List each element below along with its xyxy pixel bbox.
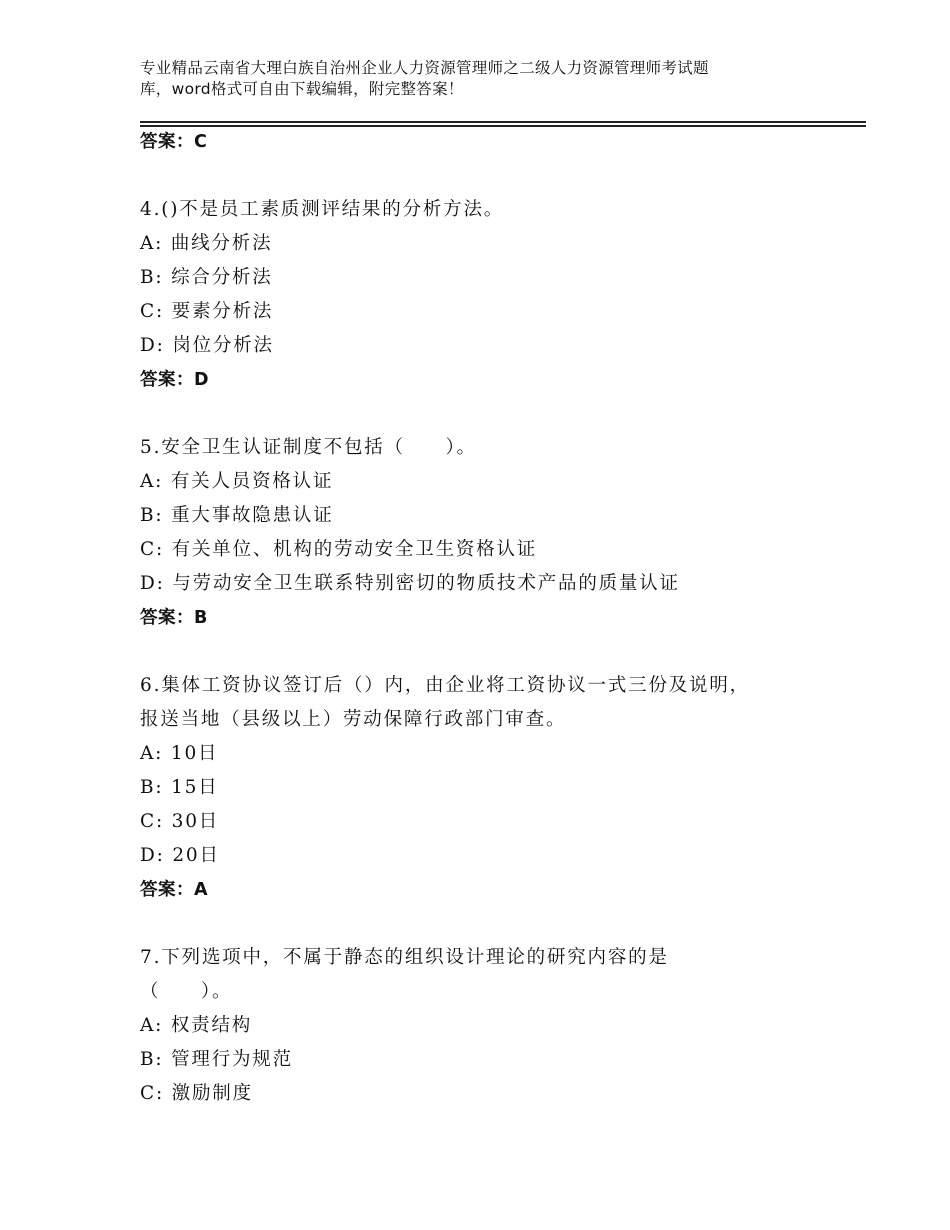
spacer: [140, 397, 860, 431]
spacer: [140, 907, 860, 941]
spacer: [140, 159, 860, 193]
option-c: C: 激励制度: [140, 1083, 253, 1104]
spacer: [140, 635, 860, 669]
option-a: A: 10日: [140, 743, 219, 764]
option-a: A: 有关人员资格认证: [140, 471, 334, 492]
option-d: D: 20日: [140, 845, 220, 866]
question-list: [140, 125, 860, 1111]
previous-answer: 答案：C: [140, 132, 208, 152]
question-5: [140, 431, 860, 635]
question-7: [140, 941, 860, 1111]
option-b: B: 管理行为规范: [140, 1049, 293, 1070]
option-d: D: 与劳动安全卫生联系特别密切的物质技术产品的质量认证: [140, 573, 680, 594]
question-4: [140, 193, 860, 397]
option-a: A: 权责结构: [140, 1015, 253, 1036]
answer: 答案：B: [140, 608, 208, 628]
header-rule-thin: [140, 121, 866, 123]
question-stem-line-2: 报送当地（县级以上）劳动保障行政部门审查。: [140, 709, 567, 730]
header-line-2: 库，word格式可自由下载编辑，附完整答案！: [140, 80, 464, 98]
option-a: A: 曲线分析法: [140, 233, 273, 254]
option-c: C: 要素分析法: [140, 301, 274, 322]
question-stem-line-1: 7.下列选项中，不属于静态的组织设计理论的研究内容的是: [140, 947, 669, 968]
option-c: C: 30日: [140, 811, 220, 832]
document-header: [140, 58, 840, 100]
option-c: C: 有关单位、机构的劳动安全卫生资格认证: [140, 539, 538, 560]
question-stem-line-1: 6.集体工资协议签订后（）内，由企业将工资协议一式三份及说明，: [140, 675, 750, 696]
question-6: [140, 669, 860, 907]
header-line-1: 专业精品云南省大理白族自治州企业人力资源管理师之二级人力资源管理师考试题: [140, 59, 709, 77]
question-stem-line-2: （ ）。: [140, 981, 233, 1002]
question-stem: 5.安全卫生认证制度不包括（ ）。: [140, 437, 477, 458]
answer: 答案：A: [140, 880, 209, 900]
question-stem: 4.()不是员工素质测评结果的分析方法。: [140, 199, 505, 220]
option-b: B: 15日: [140, 777, 219, 798]
option-b: B: 重大事故隐患认证: [140, 505, 334, 526]
option-d: D: 岗位分析法: [140, 335, 274, 356]
option-b: B: 综合分析法: [140, 267, 273, 288]
answer: 答案：D: [140, 370, 210, 390]
